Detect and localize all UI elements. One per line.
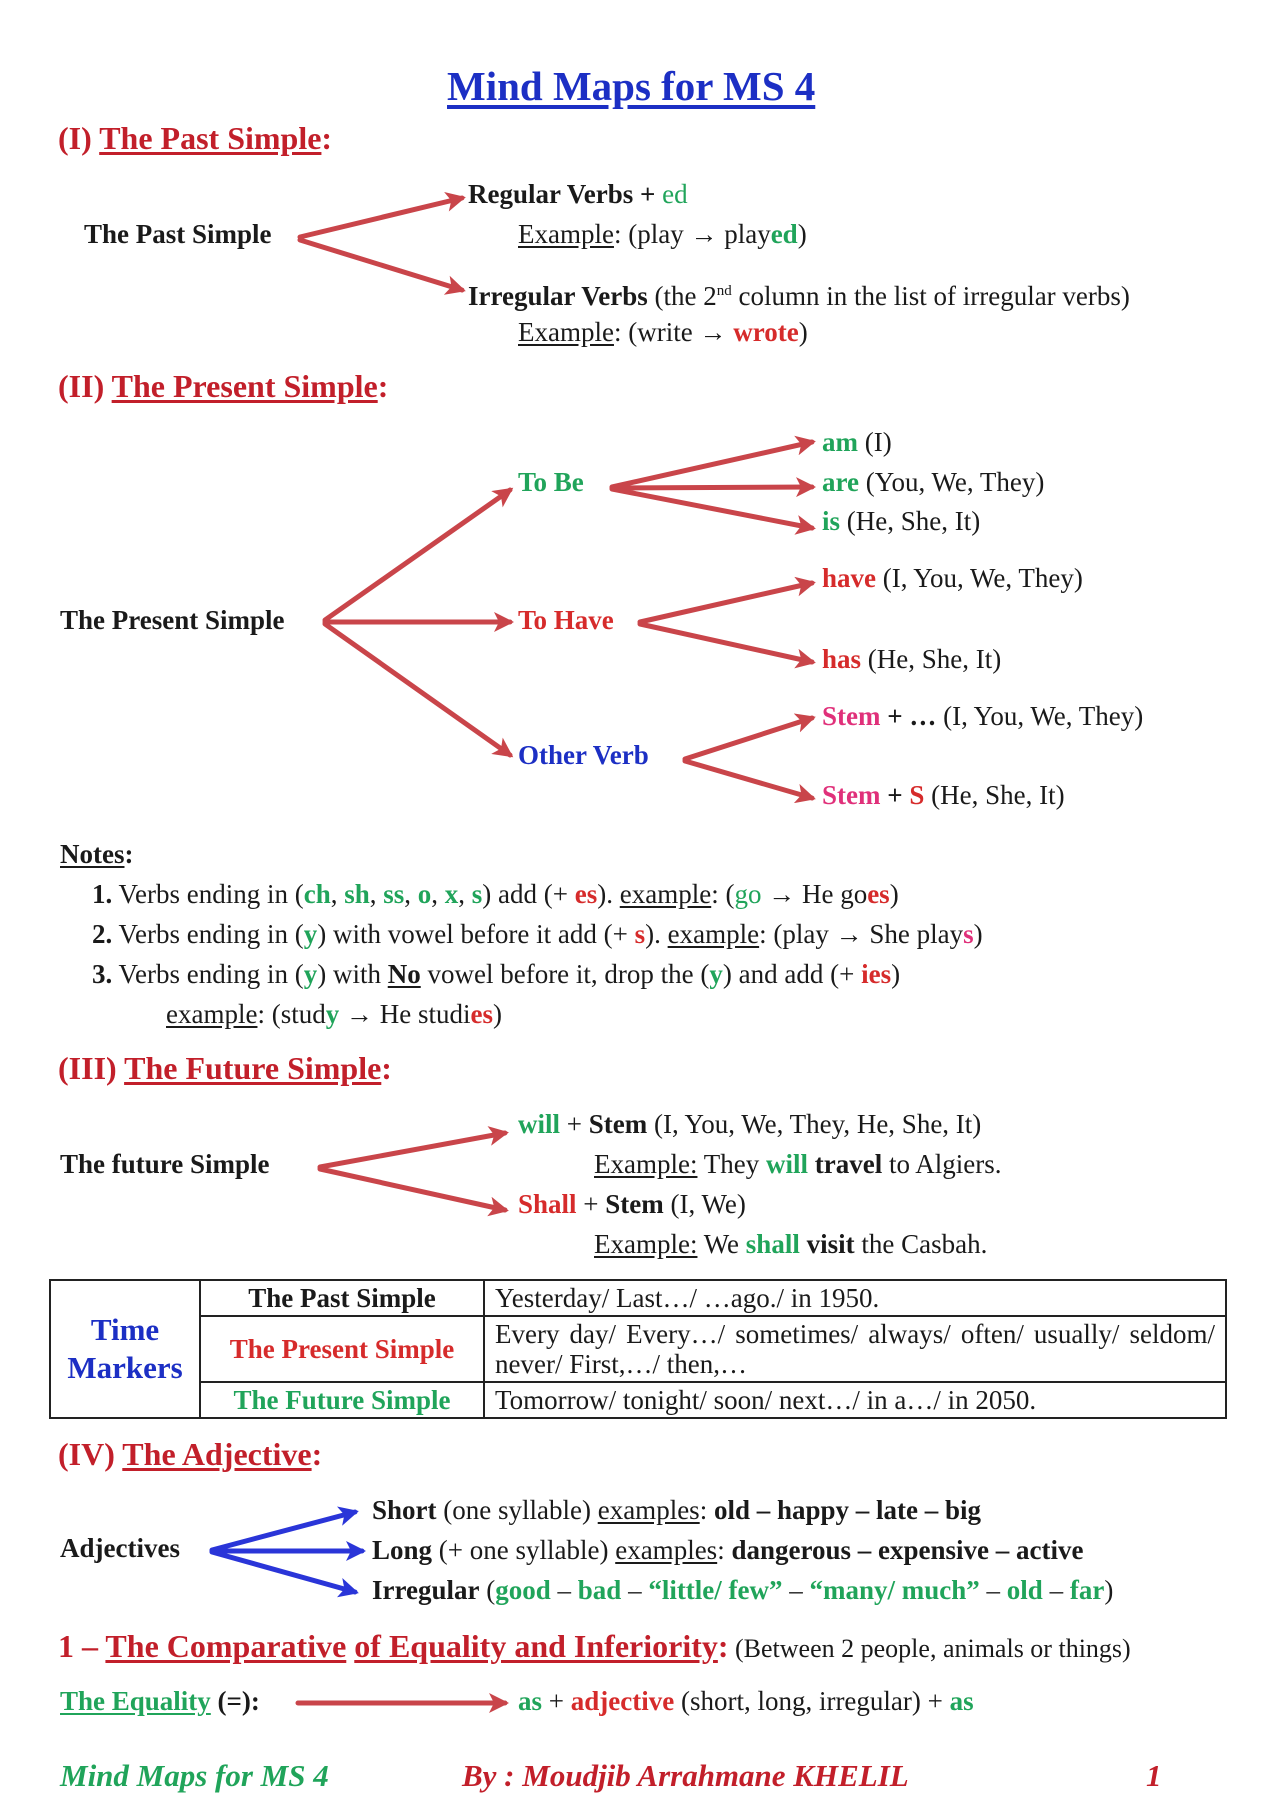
dash: – [1042, 1575, 1070, 1605]
adj-irregular [372, 1574, 1113, 1606]
paren: ) [492, 999, 502, 1029]
pronouns: (He, She, It) [840, 506, 981, 536]
superscript: nd [716, 283, 732, 299]
verb-form: is [822, 506, 841, 536]
adj-word: old [1006, 1575, 1043, 1605]
arrow-be-am [612, 442, 812, 487]
suffix: es [574, 879, 598, 909]
dash: – [550, 1575, 578, 1605]
sep: , [431, 879, 445, 909]
time-markers-table [49, 1279, 1227, 1419]
will-example [594, 1148, 1001, 1180]
example-text: They [697, 1149, 766, 1179]
tense-cell: The Past Simple [200, 1280, 484, 1316]
colon: : [717, 1535, 732, 1565]
time-markers-label [50, 1280, 200, 1418]
verb: travel [814, 1149, 883, 1179]
adj-type: Short [372, 1495, 437, 1525]
markers-cell: Yesterday/ Last…/ …ago./ in 1950. [484, 1280, 1226, 1316]
note-3-example [166, 998, 502, 1030]
example-word: play [717, 219, 771, 249]
comparative-heading [58, 1626, 1131, 1669]
dash: – [979, 1575, 1007, 1605]
section-title: The Present Simple [111, 368, 378, 404]
modal: will [765, 1149, 808, 1179]
ed-suffix: ed [662, 179, 688, 209]
ending: s [471, 879, 483, 909]
ed-suffix: ed [770, 219, 798, 249]
arrow-have-have [640, 583, 812, 622]
section-number: (I) [58, 120, 100, 156]
section-heading-past [58, 120, 332, 157]
adj-long [372, 1534, 1083, 1566]
irregular-text: (the 2 [647, 281, 717, 311]
past-regular-example [518, 218, 807, 250]
stem-word: Stem [822, 780, 881, 810]
space [800, 1229, 807, 1259]
footer-title: Mind Maps for MS 4 [60, 1758, 329, 1793]
suffix: ies [861, 959, 892, 989]
adj-type: Long [372, 1535, 433, 1565]
adj-word: bad [577, 1575, 622, 1605]
arrow-adj-short [212, 1512, 355, 1550]
section-heading-adjective [58, 1436, 322, 1473]
pronouns: (I, We) [663, 1189, 746, 1219]
colon: : [381, 1050, 392, 1086]
label-line: Time [90, 1312, 160, 1347]
section-title: The Comparative [105, 1628, 347, 1664]
arrow-be-is [612, 489, 812, 528]
suffix: s [963, 919, 974, 949]
arrow-have-has [640, 624, 812, 662]
note-number: 3. [92, 959, 113, 989]
footer-author: By : Moudjib Arrahmane KHELIL [462, 1758, 909, 1793]
verb-form: are [822, 467, 859, 497]
note-text: ). [597, 879, 620, 909]
arrow-present-to-be [325, 490, 510, 620]
modal: Shall [518, 1189, 577, 1219]
example-label: example [166, 999, 258, 1029]
paren: ) [798, 317, 808, 347]
table-row [50, 1280, 1226, 1316]
sep: , [458, 879, 472, 909]
markers-cell: Every day/ Every…/ sometimes/ always/ often/ usually/ seldom/ never/ First,…/ then,… [484, 1316, 1226, 1382]
notes-label: Notes [60, 839, 125, 869]
space [808, 1149, 815, 1179]
example-label: Example [518, 219, 614, 249]
comparative-note: (Between 2 people, animals or things) [728, 1634, 1131, 1663]
note-text: ) with vowel before it add (+ [317, 919, 635, 949]
note-text: Verbs ending in ( [112, 919, 304, 949]
pronouns: (I) [858, 427, 892, 457]
example-text: : (play [613, 219, 691, 249]
shall-branch [518, 1188, 746, 1220]
ending: ss [383, 879, 405, 909]
to-have-node: To Have [518, 605, 614, 635]
paren: ) [797, 219, 807, 249]
adj-list: dangerous – expensive – active [731, 1535, 1084, 1565]
stem-plain-leaf [822, 700, 1143, 732]
adj-word: good [495, 1575, 551, 1605]
adj-type: Irregular [372, 1575, 480, 1605]
ending: x [444, 879, 459, 909]
adjectives-root: Adjectives [60, 1533, 180, 1563]
have-leaf [822, 562, 1083, 594]
markers-cell: Tomorrow/ tonight/ soon/ next…/ in a…/ in 2050. [484, 1382, 1226, 1418]
note-3 [92, 958, 900, 990]
past-irregular-example [518, 316, 808, 348]
ending: o [417, 879, 432, 909]
example-word: She play [862, 919, 964, 949]
colon: : [311, 1436, 323, 1472]
sep: , [330, 879, 345, 909]
section-number: (IV) [58, 1436, 123, 1472]
am-leaf [822, 426, 892, 458]
verb-form: has [822, 644, 862, 674]
example-word: wrote [726, 317, 799, 347]
colon: : [717, 1628, 729, 1664]
stem-s-leaf [822, 779, 1065, 811]
arrow-other-stem [685, 718, 812, 759]
arrow-past-irregular [300, 240, 462, 290]
adj-short [372, 1494, 981, 1526]
note-1 [92, 878, 899, 910]
examples-label: examples [615, 1535, 718, 1565]
other-verb-node: Other Verb [518, 740, 649, 770]
example-text: We [697, 1229, 746, 1259]
formula-text: (short, long, irregular) + [674, 1686, 950, 1716]
arrow-adj-irregular [212, 1552, 355, 1592]
pronouns: (He, She, It) [924, 780, 1065, 810]
ending: y [303, 919, 318, 949]
example-word: He go [801, 879, 868, 909]
pronouns: (You, We, They) [858, 467, 1045, 497]
equality-sign: (=): [210, 1686, 260, 1716]
table-row [50, 1316, 1226, 1382]
arrow-past-regular [300, 198, 462, 237]
notes-heading [60, 838, 133, 870]
sep: , [404, 879, 418, 909]
modal: will [518, 1109, 561, 1139]
suffix: es [470, 999, 493, 1029]
s-suffix: S [909, 780, 925, 810]
ending: y [303, 959, 318, 989]
equality-label [60, 1685, 260, 1717]
note-text: Verbs ending in ( [112, 959, 304, 989]
adj-list: old – happy – late – big [713, 1495, 982, 1525]
note-text: : (play [759, 919, 836, 949]
regular-label: Regular Verbs + [468, 179, 663, 209]
adj-word: “many/ much” [809, 1575, 980, 1605]
example-word: He studi [379, 999, 471, 1029]
past-root: The Past Simple [84, 219, 272, 249]
note-text: : (stud [257, 999, 326, 1029]
ending: ch [303, 879, 331, 909]
arrow-glyph: → [699, 317, 727, 347]
paren: ( [479, 1575, 496, 1605]
pronouns: (I, You, We, They, He, She, It) [647, 1109, 982, 1139]
present-root: The Present Simple [60, 605, 285, 635]
examples-label: examples [597, 1495, 700, 1525]
arrow-glyph: → [690, 219, 718, 249]
paren: ) [891, 959, 901, 989]
tense-cell: The Future Simple [200, 1382, 484, 1418]
irregular-text: column in the list of irregular verbs) [731, 281, 1130, 311]
modal: shall [745, 1229, 800, 1259]
example-label: example [619, 879, 712, 909]
plus: + [576, 1189, 606, 1219]
note-text: ) with [317, 959, 388, 989]
note-text: : ( [711, 879, 735, 909]
arrow-be-are [612, 487, 812, 488]
pronouns: (He, She, It) [861, 644, 1002, 674]
arrow-present-other [325, 624, 510, 755]
adj-word: far [1069, 1575, 1105, 1605]
past-irregular [468, 275, 1130, 312]
note-text: ) add (+ [482, 879, 575, 909]
arrow-glyph: → [761, 879, 802, 909]
pronouns: (I, You, We, They) [876, 563, 1083, 593]
arrow-future-shall [320, 1169, 505, 1210]
are-leaf [822, 466, 1044, 498]
ending: sh [344, 879, 370, 909]
adj-text: (one syllable) [436, 1495, 598, 1525]
page-number: 1 [1146, 1758, 1162, 1793]
colon: : [377, 368, 389, 404]
as-word: as [949, 1686, 974, 1716]
colon: : [124, 839, 134, 869]
example-word: go [734, 879, 762, 909]
note-text: Verbs ending in ( [112, 879, 304, 909]
section-number: (III) [58, 1050, 125, 1086]
stem-word: Stem [588, 1109, 648, 1139]
shall-example [594, 1228, 987, 1260]
dash: – [621, 1575, 649, 1605]
sep: , [369, 879, 384, 909]
note-text: ). [645, 919, 668, 949]
dash: – [782, 1575, 810, 1605]
plus: + [542, 1686, 571, 1716]
section-heading-future [58, 1050, 392, 1087]
past-regular [468, 178, 688, 210]
plus: + [880, 780, 910, 810]
verb-form: am [822, 427, 858, 457]
colon: : [699, 1495, 714, 1525]
has-leaf [822, 643, 1001, 675]
example-label: Example: [594, 1149, 698, 1179]
paren: ) [889, 879, 899, 909]
table-row [50, 1382, 1226, 1418]
section-heading-present [58, 368, 388, 405]
section-number: (II) [58, 368, 112, 404]
equality-title: The Equality [60, 1686, 211, 1716]
ending: y [325, 999, 340, 1029]
example-text: : (write [613, 317, 700, 347]
section-title: The Past Simple [99, 120, 322, 156]
section-title: of Equality and Inferiority [354, 1628, 718, 1664]
label-line: Markers [67, 1350, 183, 1385]
example-text: to Algiers. [882, 1149, 1002, 1179]
adjective-word: adjective [570, 1686, 675, 1716]
note-text: vowel before it, drop the ( [420, 959, 710, 989]
note-2 [92, 918, 983, 950]
no-word: No [387, 959, 421, 989]
arrow-glyph: → [339, 999, 380, 1029]
stem-word: Stem [822, 701, 881, 731]
section-title: The Future Simple [124, 1050, 382, 1086]
suffix: es [867, 879, 890, 909]
plus: + [560, 1109, 589, 1139]
example-text: the Casbah. [854, 1229, 988, 1259]
note-number: 2. [92, 919, 113, 949]
equality-formula [518, 1685, 974, 1717]
stem-word: Stem [605, 1189, 664, 1219]
paren: ) [973, 919, 983, 949]
arrow-glyph: → [835, 919, 863, 949]
adj-word: “little/ few” [648, 1575, 783, 1605]
arrow-future-will [320, 1133, 505, 1167]
section-number: 1 – [58, 1628, 106, 1664]
arrow-other-stem-s [685, 761, 812, 798]
note-text: ) and add (+ [722, 959, 862, 989]
page-title: Mind Maps for MS 4 [447, 63, 816, 109]
irregular-label: Irregular Verbs [468, 281, 648, 311]
verb-form: have [822, 563, 876, 593]
ending: y [709, 959, 723, 989]
pronouns: (I, You, We, They) [943, 701, 1144, 731]
suffix: s [634, 919, 646, 949]
plus: + … [880, 701, 944, 731]
verb: visit [806, 1229, 855, 1259]
will-branch [518, 1108, 981, 1140]
paren: ) [1104, 1575, 1114, 1605]
adj-text: (+ one syllable) [432, 1535, 616, 1565]
example-label: example [667, 919, 760, 949]
future-root: The future Simple [60, 1149, 270, 1179]
colon: : [321, 120, 333, 156]
example-label: Example [518, 317, 614, 347]
section-title: The Adjective [122, 1436, 312, 1472]
as-word: as [518, 1686, 543, 1716]
example-label: Example: [594, 1229, 698, 1259]
is-leaf [822, 505, 980, 537]
note-number: 1. [92, 879, 113, 909]
tense-cell: The Present Simple [200, 1316, 484, 1382]
to-be-node: To Be [518, 467, 584, 497]
